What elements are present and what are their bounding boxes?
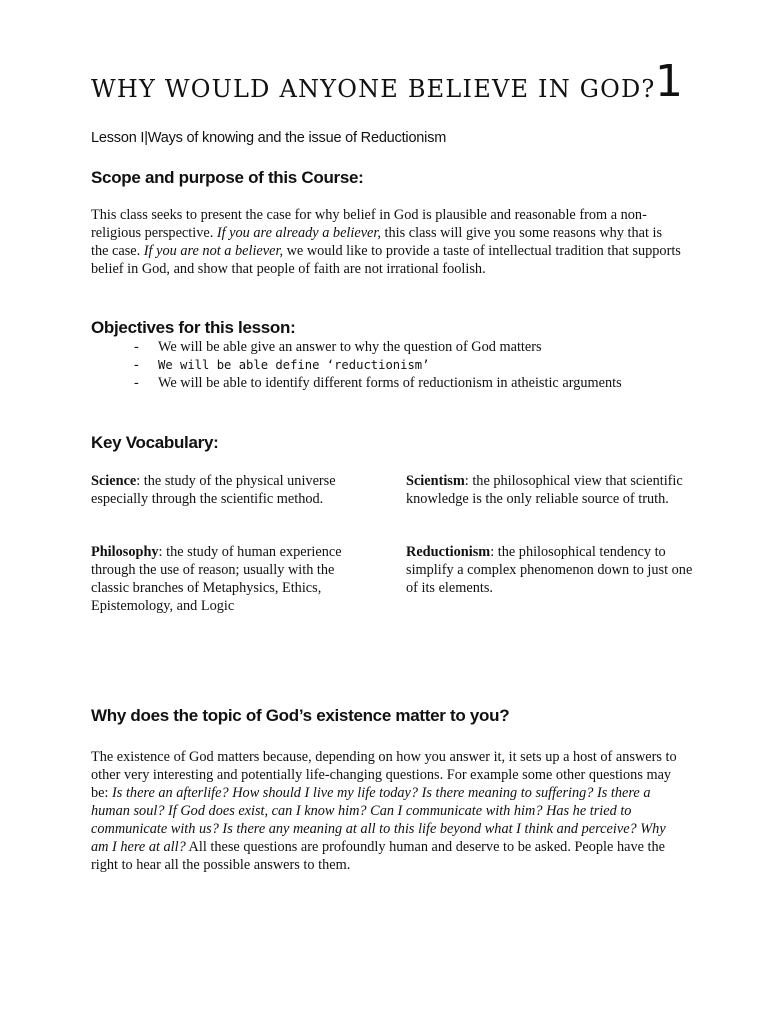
vocab-term: Scientism xyxy=(406,473,465,489)
objective-item xyxy=(91,338,691,356)
vocab-term: Science xyxy=(91,473,137,489)
lesson-subtitle: Lesson I|Ways of knowing and the issue of Reductionism xyxy=(91,130,447,146)
scope-text-1: This class seeks to present the case for why belief in God is plausible and reasonable from a non-religious perspective. xyxy=(91,207,647,241)
page-title: WHY WOULD ANYONE BELIEVE IN GOD? xyxy=(91,75,656,103)
scope-paragraph xyxy=(91,206,681,278)
vocab-scientism xyxy=(406,472,696,508)
scope-italic-2: If you are not a believer, xyxy=(143,243,284,259)
objective-text: We will be able to identify different forms of reductionism in atheistic arguments xyxy=(158,375,622,391)
objective-text: We will be able give an answer to why the question of God matters xyxy=(158,339,542,355)
vocab-definition: : the study of human experience through the use of reason; usually with the classic branches of Metaphysics, Ethics, Epistemology, and Logic xyxy=(91,544,342,614)
vocab-philosophy xyxy=(91,543,376,615)
vocab-term: Reductionism xyxy=(406,544,491,560)
matter-heading: Why does the topic of God’s existence matter to you? xyxy=(91,706,510,725)
lesson-number: 1 xyxy=(655,56,683,107)
scope-heading: Scope and purpose of this Course: xyxy=(91,168,364,187)
matter-italic: Is there an afterlife? How should I live my life today? Is there meaning to suffering? Is there a human soul? If God does exist, can I know him? Can I communicate with him? Has he tried to communicate with us? Is there any meaning at all to this life beyond what I think and perceive? Why am I here at all? xyxy=(91,785,666,855)
matter-text-1: The existence of God matters because, depending on how you answer it, it sets up a host of answers to other very interesting and potentially life-changing questions. For example some other questions may be: xyxy=(91,749,677,801)
objective-item xyxy=(91,374,691,392)
objective-item xyxy=(91,356,691,374)
vocab-definition: : the philosophical tendency to simplify a complex phenomenon down to just one of its elements. xyxy=(406,544,693,596)
matter-text-2: All these questions are profoundly human and deserve to be asked. People have the right to hear all the possible answers to them. xyxy=(91,839,665,873)
objective-text: We will be able define ‘reductionism’ xyxy=(158,358,430,372)
title-row xyxy=(91,58,711,108)
scope-text-2: this class will give you some reasons why that is the case. xyxy=(91,225,663,259)
vocab-definition: : the study of the physical universe especially through the scientific method. xyxy=(91,473,336,507)
objectives-list xyxy=(91,338,691,392)
vocabulary-heading: Key Vocabulary: xyxy=(91,433,219,452)
list-dash: - xyxy=(134,357,139,373)
vocab-term: Philosophy xyxy=(91,544,159,560)
objectives-heading: Objectives for this lesson: xyxy=(91,318,296,337)
list-dash: - xyxy=(134,339,139,355)
vocab-definition: : the philosophical view that scientific knowledge is the only reliable source of truth. xyxy=(406,473,683,507)
matter-paragraph xyxy=(91,748,683,874)
scope-italic-1: If you are already a believer, xyxy=(216,225,381,241)
scope-text-3: we would like to provide a taste of intellectual tradition that supports belief in God, and show that people of faith are not irrational foolish. xyxy=(91,243,681,277)
list-dash: - xyxy=(134,375,139,391)
vocab-science xyxy=(91,472,376,508)
vocab-reductionism xyxy=(406,543,696,597)
